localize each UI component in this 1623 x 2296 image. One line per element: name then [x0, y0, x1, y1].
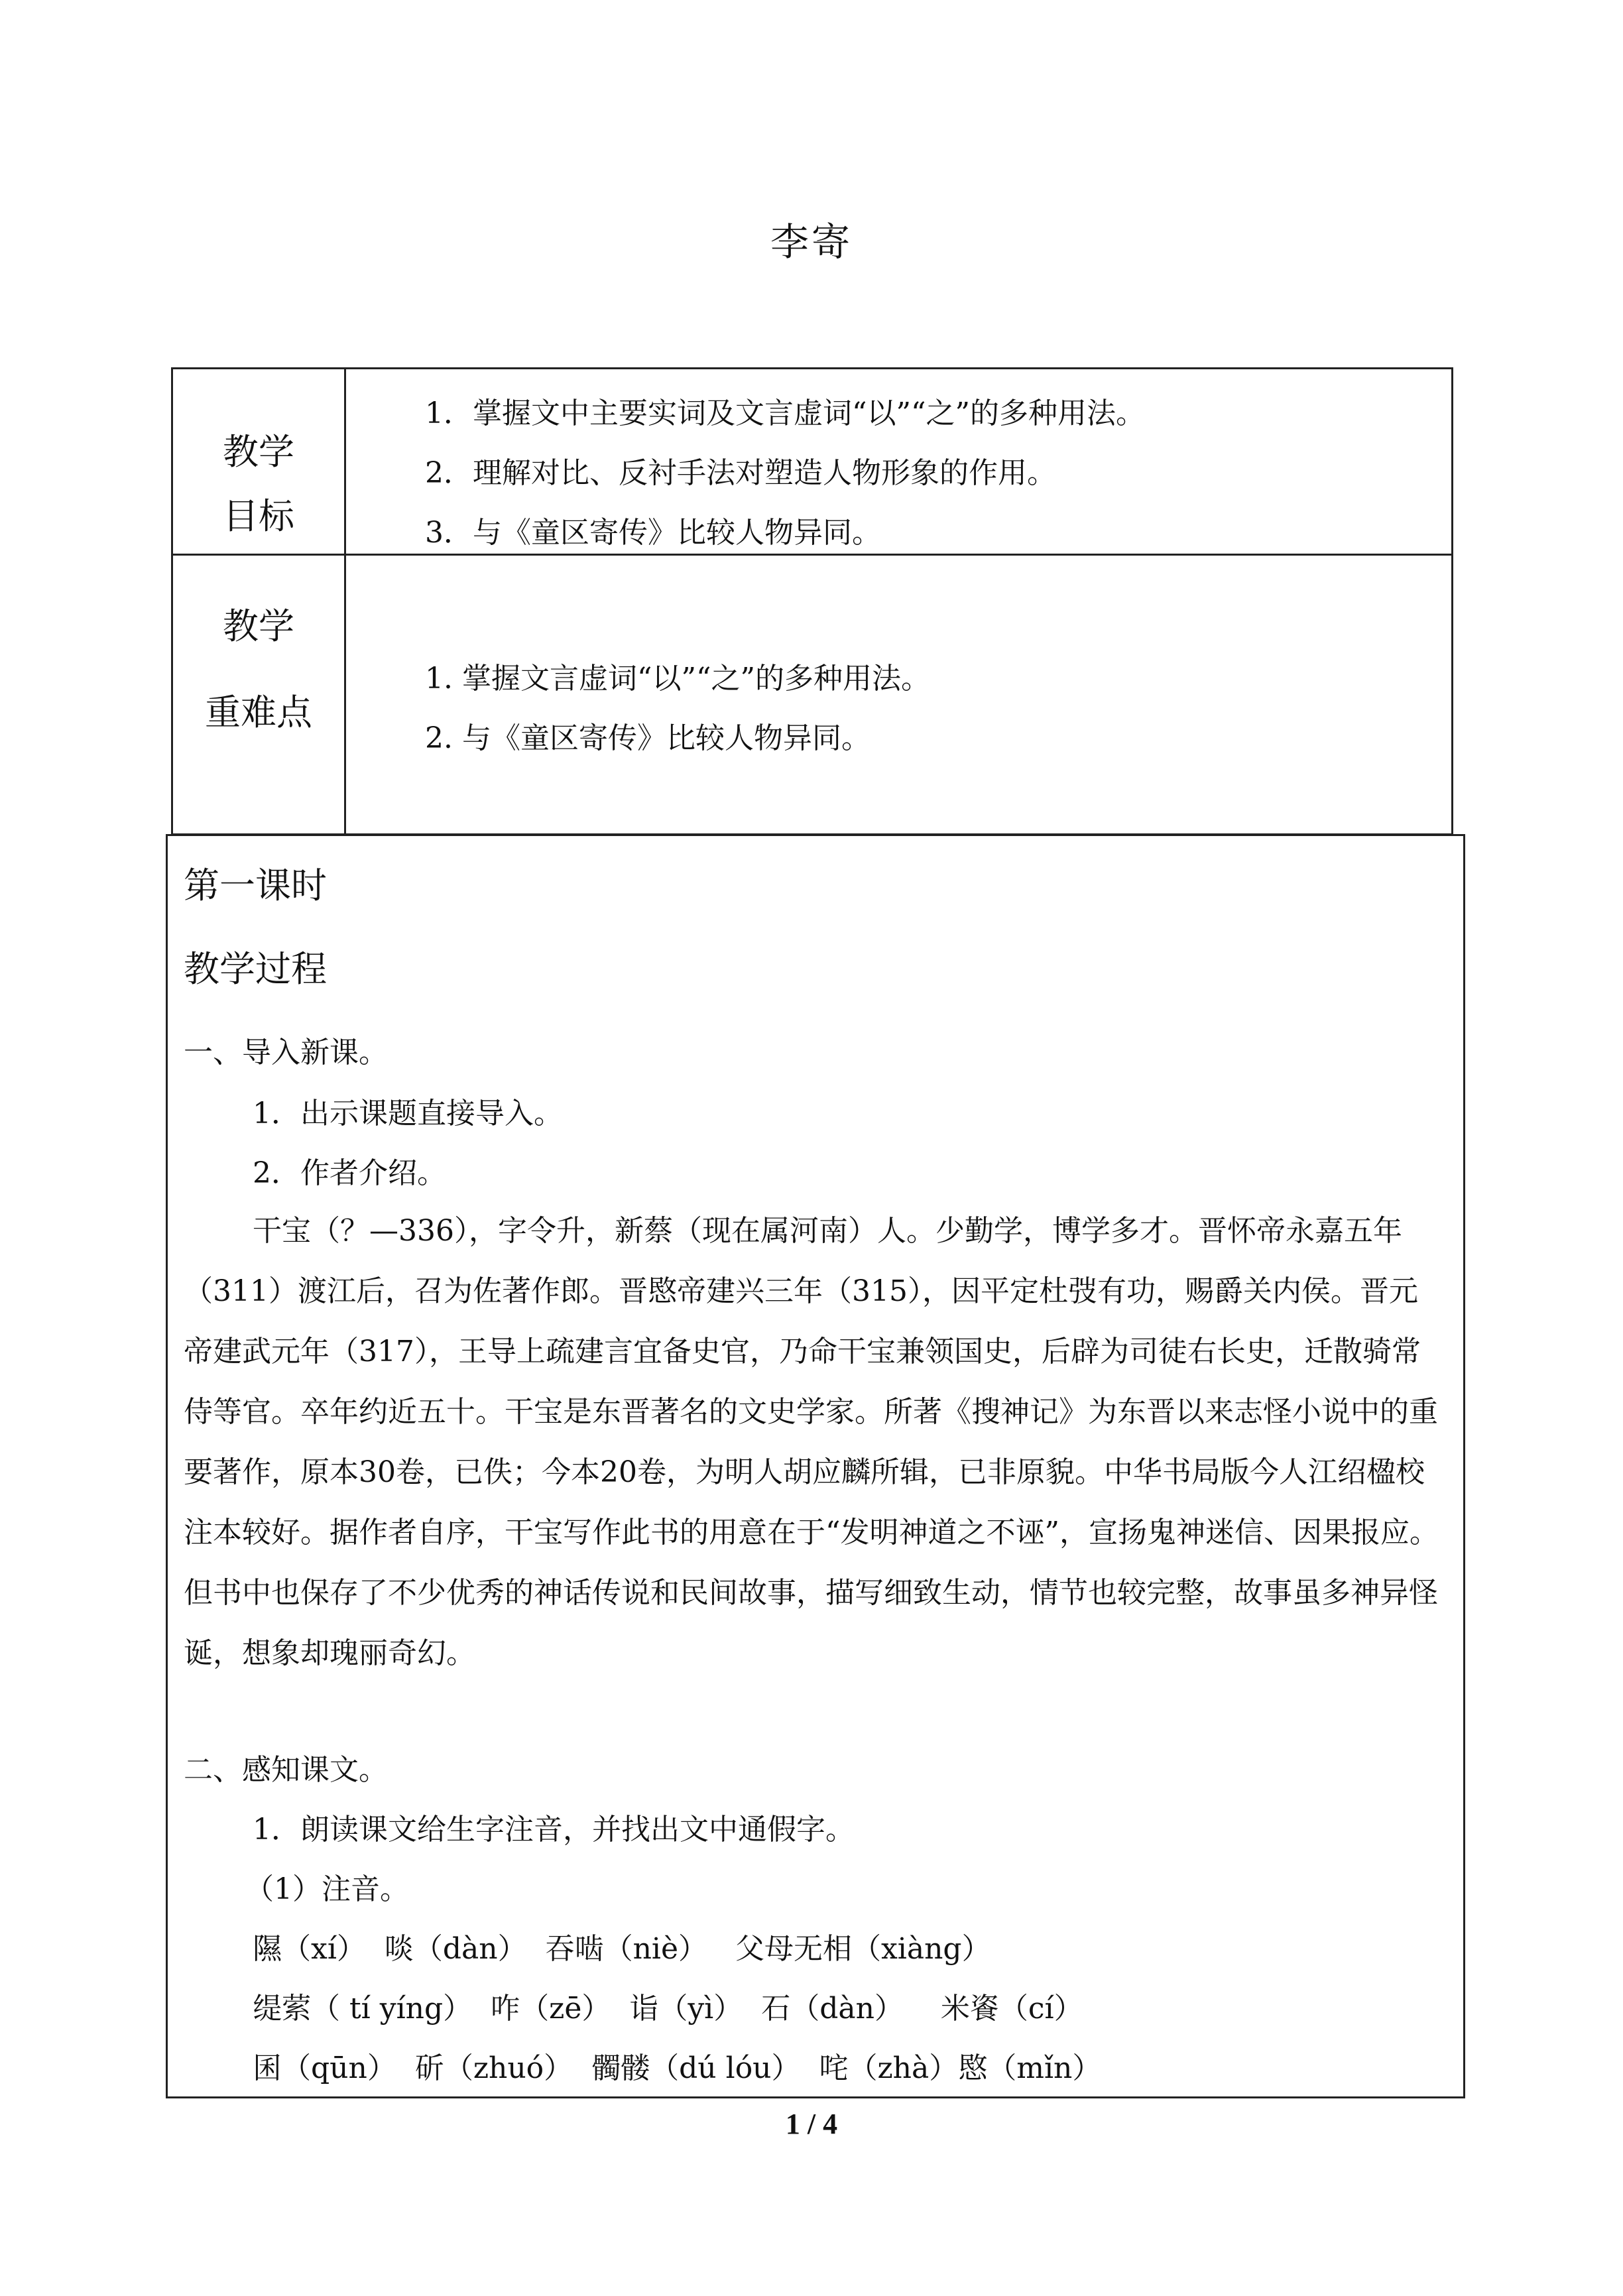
objective-item: 2．理解对比、反衬手法对塑造人物形象的作用。 [425, 456, 1056, 490]
objectives-label-2: 目标 [223, 495, 294, 537]
table-divider [344, 369, 346, 833]
keypoint-item: 1. 掌握文言虚词“以”“之”的多种用法。 [425, 662, 930, 695]
objectives-label-1: 教学 [223, 431, 294, 473]
lesson-table [166, 834, 1465, 2098]
list-item: 2．作者介绍。 [253, 1156, 446, 1190]
table-divider [173, 554, 1451, 556]
process-heading: 教学过程 [184, 948, 327, 990]
pinyin-line: 缇萦（ tí yíng） 咋（zē） 诣（yì） 石（dàn） 米餈（cí） [253, 1992, 1083, 2025]
pinyin-line: 囷（qūn） 斫（zhuó） 髑髅（dú lóu） 咤（zhà）愍（mǐn） [253, 2051, 1102, 2085]
keypoints-label-1: 教学 [223, 605, 294, 647]
list-item: 1．朗读课文给生字注音，并找出文中通假字。 [253, 1813, 855, 1846]
author-intro: 干宝（？—336），字令升，新蔡（现在属河南）人。少勤学，博学多才。晋怀帝永嘉五年（311）渡江后，召为佐著作郎。晋愍帝建兴三年（315），因平定杜弢有功，赐爵关内侯。晋元帝建武元年（317），王导上疏建言宜备史官，乃命干宝兼领国史，后辟为司徒右长史，迁散骑常侍等官。卒年约近五十。干宝是东晋著名的文史学家。所著《搜神记》为东晋以来志怪小说中的重要著作，原本30卷，已佚；今本20卷，为明人胡应麟所辑，已非原貌。中华书局版今人江绍楹校注本较好。据作者自序，干宝写作此书的用意在于“发明神道之不诬”，宣扬鬼神迷信、因果报应。但书中也保存了不少优秀的神话传说和民间故事，描写细致生动，情节也较完整，故事虽多神异怪诞，想象却瑰丽奇幻。 [184, 1214, 1439, 1670]
objective-item: 3．与《童区寄传》比较人物异同。 [425, 516, 881, 550]
page-number: 1 / 4 [785, 2108, 838, 2140]
list-item: 1．出示课题直接导入。 [253, 1097, 563, 1130]
section-heading: 一、导入新课。 [184, 1036, 388, 1069]
keypoints-label-2: 重难点 [205, 692, 312, 733]
section-heading: 二、感知课文。 [184, 1753, 388, 1787]
pinyin-line: 隰（xí） 啖（dàn） 吞啮（niè） 父母无相（xiàng） [253, 1932, 991, 1966]
objective-item: 1．掌握文中主要实词及文言虚词“以”“之”的多种用法。 [425, 396, 1145, 430]
keypoint-item: 2. 与《童区寄传》比较人物异同。 [425, 721, 871, 755]
page-title: 李寄 [770, 219, 853, 265]
list-item: （1）注音。 [245, 1872, 409, 1906]
period-heading: 第一课时 [184, 865, 327, 906]
objectives-table [171, 367, 1453, 835]
